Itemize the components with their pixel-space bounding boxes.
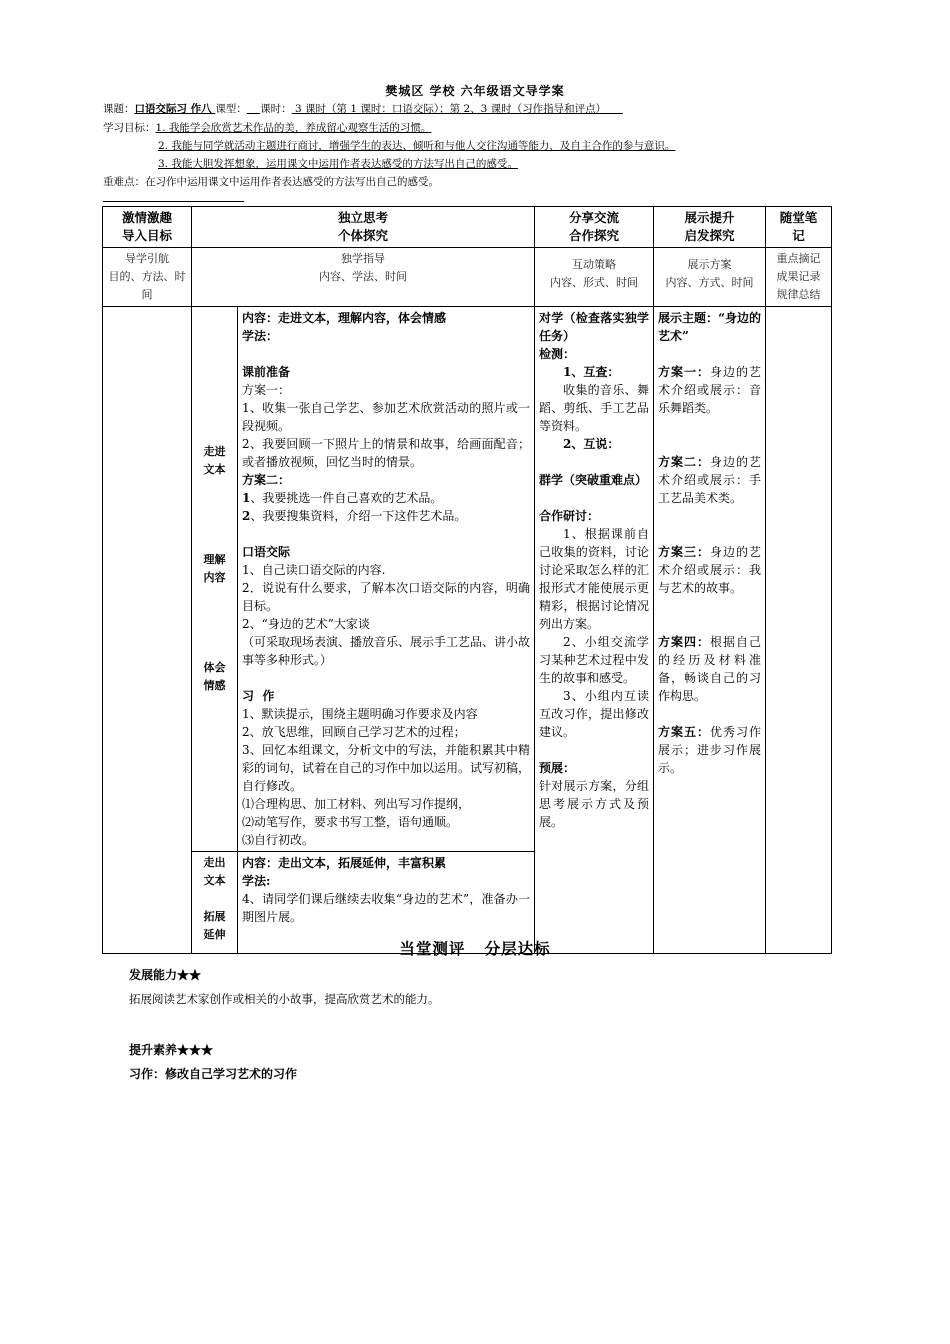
section-heading: 课前准备: [242, 365, 291, 379]
level-1-text: 拓展阅读艺术家创作或相关的小故事，提高欣赏艺术的能力。: [129, 992, 440, 1006]
learning-goal-3: [158, 156, 518, 171]
divider: [103, 201, 244, 202]
theme-line: 展示主题：“身边的艺术”: [658, 311, 762, 343]
list-item: 2、“身边的艺术”大家谈: [242, 617, 370, 631]
list-item: 1、默读提示，围绕主题明确习作要求及内容: [242, 707, 478, 721]
type-value: [247, 103, 260, 115]
section-heading: 合作研讨：: [539, 509, 600, 523]
goal-text: 3. 我能大胆发挥想象，运用课文中运用作者表达感受的方法写出自己的感受。: [158, 158, 518, 170]
topic-value: 口语交际习 作八: [134, 103, 216, 115]
subheader-cell: 重点摘记 成果记录 规律总结: [766, 248, 832, 307]
list-item: 2．说说有什么要求，了解本次口语交际的内容，明确目标。: [242, 581, 531, 613]
section-heading: 习 作: [242, 689, 275, 703]
lesson-info-line: [103, 101, 623, 116]
header-cell: 随堂笔 记: [766, 207, 832, 248]
list-item: （可采取现场表演、播放音乐、展示手工艺品、讲小故事等多种形式。）: [242, 635, 531, 667]
assessment-title: 当堂测评 分层达标: [399, 939, 551, 958]
goals-label: 学习目标：: [103, 122, 156, 134]
subheader-cell: 导学引航 目的、方法、时 间: [103, 248, 192, 307]
section-heading: 对学（检查落实独学任务）: [539, 311, 650, 343]
lesson-table: [102, 206, 832, 954]
plan-item: 方案五：优秀习作展示；进步习作展示。: [658, 725, 762, 775]
guide-cell: [103, 307, 192, 954]
subheader-row: [103, 248, 832, 307]
list-item: 3、回忆本组课文，分析文中的写法，并能积累其中精彩的词句，试着在自己的习作中加以运用。试写初稿，自行修改。: [242, 743, 531, 793]
subheader-cell: 展示方案 内容、方式、时间: [654, 248, 766, 307]
presentation-cell: [654, 307, 766, 954]
sub-heading: 1、互查：: [563, 365, 620, 379]
list-item: 1、自己读口语交际的内容.: [242, 563, 386, 577]
method-line: 学法:: [242, 874, 271, 888]
list-item: ⑶自行初改。: [242, 833, 315, 847]
topic-label: 课题：: [103, 103, 135, 115]
plan-item: 方案三：身边的艺术介绍或展示：我与艺术的故事。: [658, 545, 762, 595]
header-cell: 激情激趣 导入目标: [103, 207, 192, 248]
list-item: 2、小组交流学习某种艺术过程中发生的故事和感受。: [539, 635, 650, 685]
goal-text: 2. 我能与同学就活动主题进行商讨，增强学生的表达、倾听和与他人交往沟通等能力，及自主合作的参与意识。: [158, 140, 676, 152]
plan-item: 方案四：根据自己的经历及材料准备，畅谈自己的习作构思。: [658, 635, 762, 703]
header-row: [103, 207, 832, 248]
goal-text: 1. 我能学会欣赏艺术作品的美，养成留心观察生活的习惯。: [155, 122, 432, 134]
list-item: 1、我要挑选一件自己喜欢的艺术品。: [242, 491, 443, 505]
plan-heading: 方案一：: [242, 383, 291, 397]
section-row-1: [103, 307, 832, 852]
header-cell: 独立思考 个体探究: [192, 207, 535, 248]
method-line: 学法：: [242, 329, 279, 343]
hours-value: 3 课时（第 1 课时：口语交际）；第 2、3 课时（习作指导和评点）: [291, 103, 623, 115]
paragraph: 收集的音乐、舞蹈、剪纸、手工艺品等资料。: [539, 383, 650, 433]
list-item: ⑴合理构思、加工材料、列出写习作提纲，: [242, 797, 471, 811]
list-item: 2、我要回顾一下照片上的情景和故事，给画面配音；或者播放视频，回忆当时的情景。: [242, 437, 531, 469]
list-item: ⑵动笔写作，要求书写工整，语句通顺。: [242, 815, 459, 829]
type-label: 课型：: [215, 103, 247, 115]
level-2-text: 习作：修改自己学习艺术的习作: [129, 1067, 298, 1081]
section-heading: 检测：: [539, 347, 576, 361]
hours-label: 课时：: [260, 103, 292, 115]
level-1-title: 发展能力★★: [129, 968, 202, 982]
list-item: 1、根据课前自己收集的资料，讨论讨论采取怎么样的汇报形式才能使展示更精彩，根据讨论情况列出方案。: [539, 527, 650, 631]
side-label-cell: 走进 文本 理解 内容 体会 情感: [192, 307, 238, 852]
side-label-cell: 走出 文本 拓展 延伸: [192, 852, 238, 954]
header-cell: 展示提升 启发探究: [654, 207, 766, 248]
subheader-cell: 互动策略 内容、形式、时间: [535, 248, 654, 307]
paragraph: 针对展示方案，分组思考展示方式及预展。: [539, 779, 650, 829]
learning-goal-1: [103, 120, 431, 135]
list-item: 3、小组内互读互改习作，提出修改建议。: [539, 689, 650, 739]
cooperative-study-cell: [535, 307, 654, 954]
list-item: 1、收集一张自己学艺、参加艺术欣赏活动的照片或一段视频。: [242, 401, 531, 433]
sub-heading: 2、互说：: [563, 437, 620, 451]
level-2-title: 提升素养★★★: [129, 1043, 214, 1057]
header-cell: 分享交流 合作探究: [535, 207, 654, 248]
section-heading: 口语交际: [242, 545, 291, 559]
content-line: 内容：走出文本，拓展延伸，丰富积累: [242, 856, 447, 870]
subheader-cell: 独学指导 内容、学法、时间: [192, 248, 535, 307]
list-item: 2、放飞思维，回顾自己学习艺术的过程；: [242, 725, 466, 739]
individual-study-cell: [238, 307, 535, 852]
section-heading: 预展：: [539, 761, 576, 775]
list-item: 2、我要搜集资料，介绍一下这件艺术品。: [242, 509, 467, 523]
learning-goal-2: [158, 138, 675, 153]
content-line: 内容：走进文本，理解内容，体会情感: [242, 311, 447, 325]
notes-cell: [766, 307, 832, 954]
section-heading: 群学（突破重难点）: [539, 473, 648, 487]
page-title: 樊城区 学校 六年级语文导学案: [385, 84, 565, 98]
plan-heading: 方案二：: [242, 473, 291, 487]
plan-item: 方案二：身边的艺术介绍或展示：手工艺品美术类。: [658, 455, 762, 505]
key-points: 重难点：在习作中运用课文中运用作者表达感受的方法写出自己的感受。: [103, 176, 439, 188]
plan-item: 方案一：身边的艺术介绍或展示：音乐舞蹈类。: [658, 365, 762, 415]
list-item: 4、请同学们课后继续去收集“身边的艺术”，准备办一期图片展。: [242, 892, 531, 924]
